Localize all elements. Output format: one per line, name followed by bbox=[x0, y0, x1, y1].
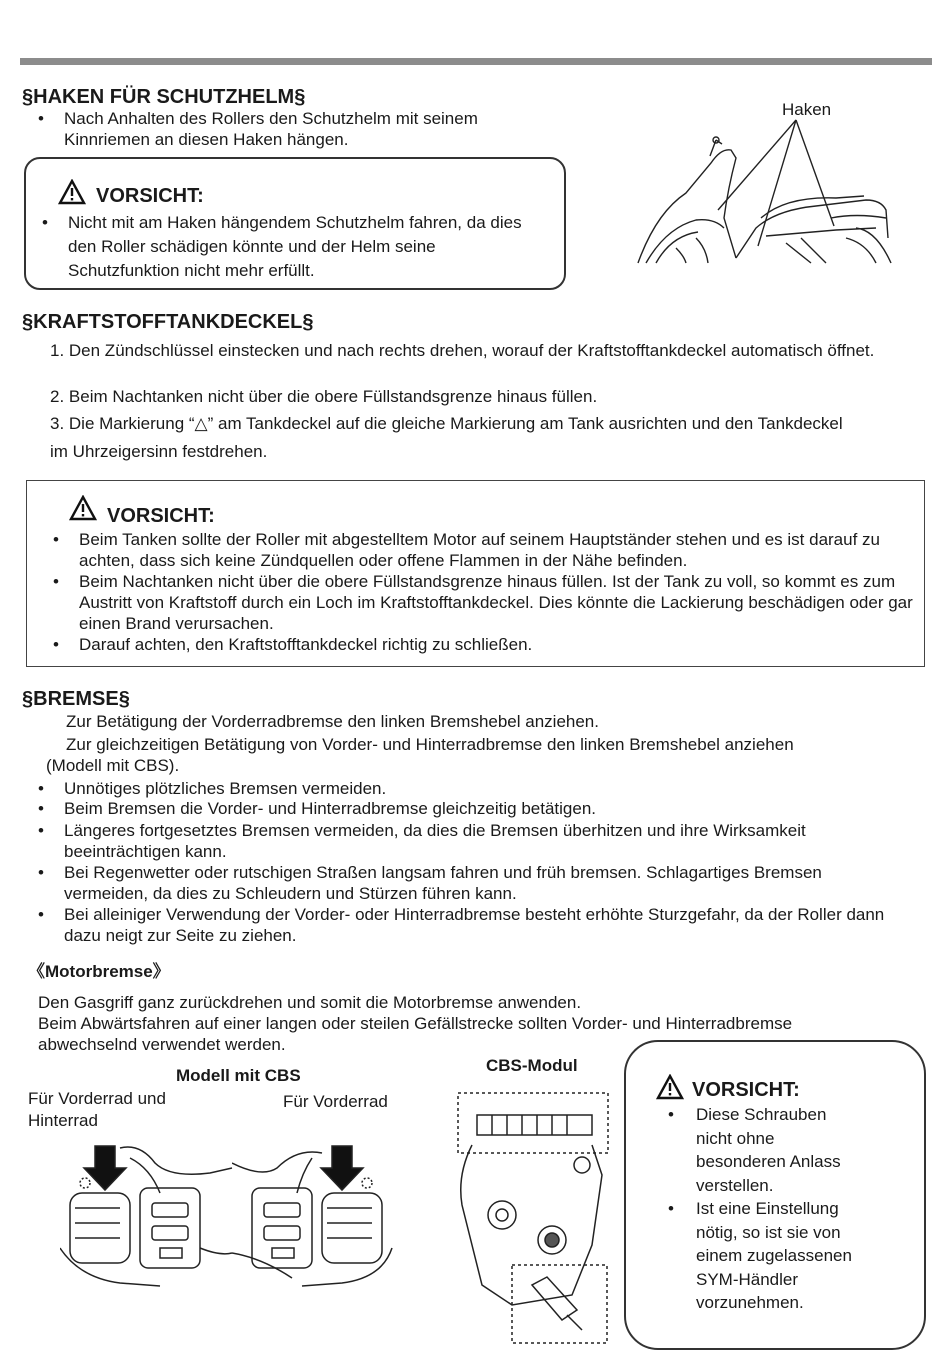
brake-intro-1: Zur Betätigung der Vorderradbremse den linken Bremshebel anziehen. bbox=[66, 712, 599, 731]
caution-title: VORSICHT: bbox=[107, 505, 215, 527]
fuel-step-2: 2. Beim Nachtanken nicht über die obere Füllstandsgrenze hinaus füllen. bbox=[50, 387, 598, 406]
caution-title: VORSICHT: bbox=[96, 185, 204, 207]
brake-caution-box: VORSICHT: • Diese Schrauben nicht ohne besonderen Anlass verstellen. • Ist eine Einstellung nötig, so ist sie von einem zugelassenen SYM-Händler vorzunehmen. bbox=[624, 1040, 926, 1350]
right-handlebar-illustration bbox=[232, 1138, 402, 1288]
fuel-step-3: 3. Die Markierung “△” am Tankdeckel auf die gleiche Markierung am Tank ausrichten und den Tankdeckel im Uhrzeigersinn festdrehen. bbox=[50, 414, 843, 461]
brake-intro-2b: (Modell mit CBS). bbox=[46, 756, 180, 775]
model-cbs-label: Modell mit CBS bbox=[176, 1066, 301, 1085]
label-front-and-rear: Für Vorderrad und Hinterrad bbox=[28, 1089, 166, 1130]
brake-heading: §BREMSE§ bbox=[22, 688, 130, 710]
helmet-caution-box: VORSICHT: • Nicht mit am Haken hängendem Schutzhelm fahren, da dies den Roller schädigen könnte und der Helm seine Schutzfunktion nicht mehr erfüllt. bbox=[24, 157, 566, 290]
caution-title: VORSICHT: bbox=[692, 1079, 800, 1101]
helmet-heading: §HAKEN FÜR SCHUTZHELM§ bbox=[22, 86, 306, 108]
cbs-module-illustration bbox=[452, 1085, 617, 1345]
warning-icon bbox=[69, 495, 97, 521]
warning-icon bbox=[656, 1074, 684, 1100]
left-handlebar-illustration bbox=[60, 1138, 235, 1288]
fuel-step-1: 1. Den Zündschlüssel einstecken und nach rechts drehen, worauf der Kraftstofftankdeckel automatisch öffnet. bbox=[50, 341, 875, 360]
cbs-module-label: CBS-Modul bbox=[486, 1056, 578, 1075]
scooter-hook-illustration bbox=[636, 118, 896, 268]
engine-brake-text-2: Beim Abwärtsfahren auf einer langen oder steilen Gefällstrecke sollten Vorder- und Hinterradbremse abwechselnd verwendet werden. bbox=[38, 1014, 793, 1054]
warning-icon bbox=[58, 179, 86, 205]
engine-brake-heading: 《Motorbremse》 bbox=[28, 962, 170, 981]
engine-brake-text-1: Den Gasgriff ganz zurückdrehen und somit die Motorbremse anwenden. bbox=[38, 993, 582, 1012]
brake-intro-2a: Zur gleichzeitigen Betätigung von Vorder- und Hinterradbremse den linken Bremshebel anziehen bbox=[66, 735, 794, 754]
top-rule bbox=[20, 58, 932, 65]
fuel-caution-box: VORSICHT: • Beim Tanken sollte der Roller mit abgestelltem Motor auf seinem Hauptständer stehen und es ist darauf zu achten, dass sich keine Zündquellen oder offene Flammen in der Nähe befinden. • Beim Nachtanken nicht über die obere Füllstandsgrenze hinaus füllen. Ist der Tank zu voll, so kommt es zum Austritt von Kraftstoff durch ein Loch im Kraftstofftankdeckel. Dies könnte die Lackierung beschädigen oder gar einen Brand verursachen. • Darauf achten, den Kraftstofftankdeckel richtig zu schließen. bbox=[26, 480, 925, 667]
label-front-only: Für Vorderrad bbox=[283, 1092, 388, 1111]
hook-label: Haken bbox=[782, 100, 832, 119]
fuel-heading: §KRAFTSTOFFTANKDECKEL§ bbox=[22, 311, 314, 333]
